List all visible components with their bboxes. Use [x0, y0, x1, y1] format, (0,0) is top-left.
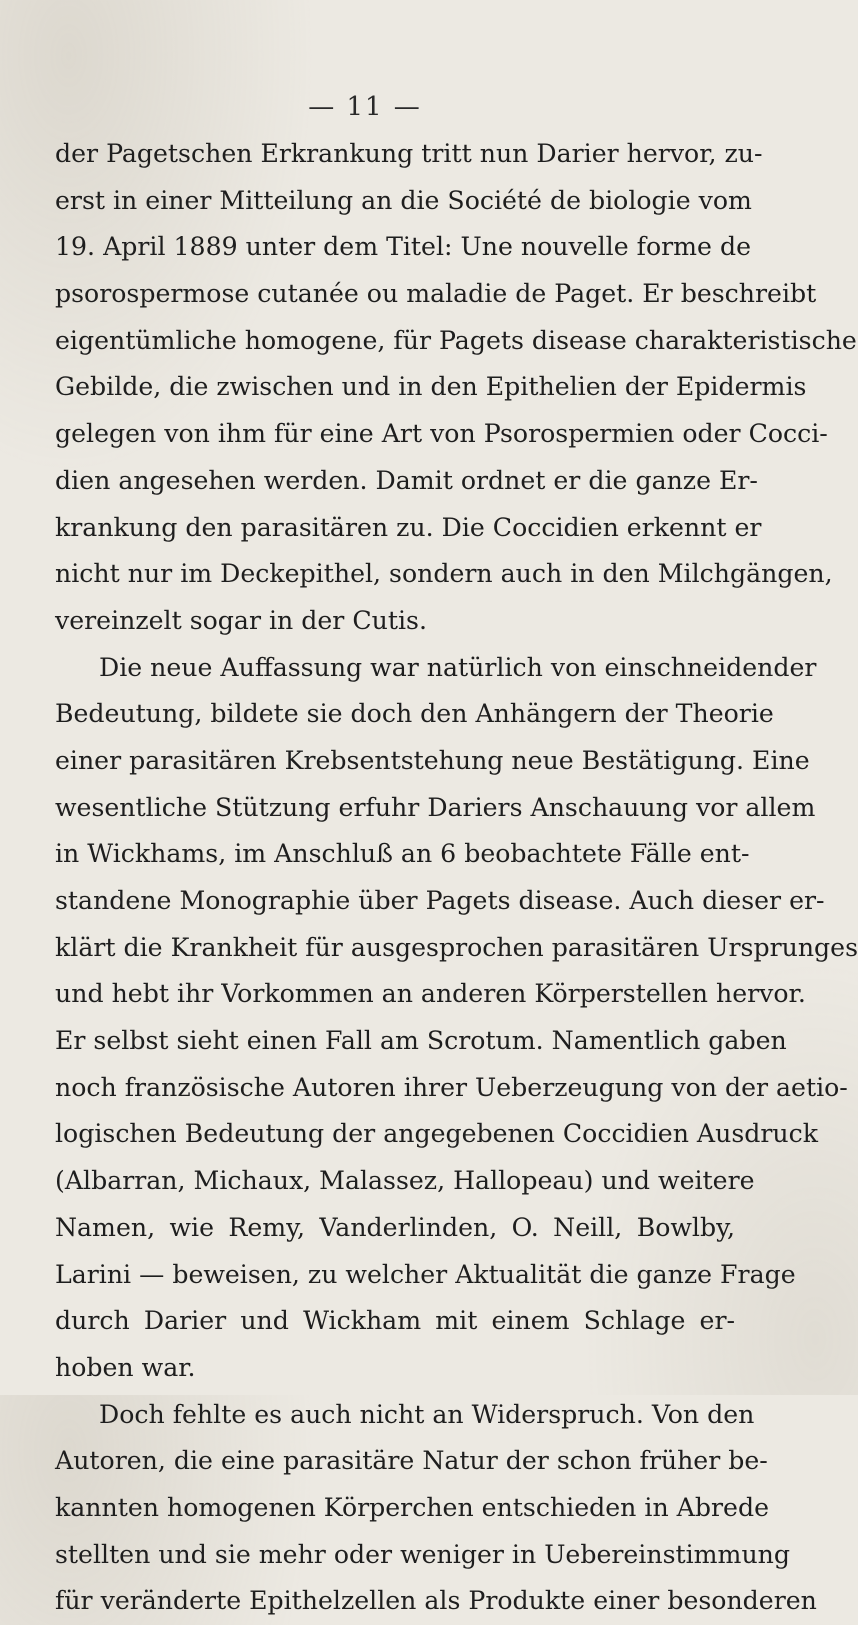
text-line: stellten und sie mehr oder weniger in Uebereinstimmung	[55, 1539, 791, 1569]
text-line: klärt die Krankheit für ausgesprochen parasitären Ursprunges	[55, 932, 858, 962]
text-line: psorospermose cutanée ou maladie de Paget. Er beschreibt	[55, 279, 817, 309]
text-line: 19. April 1889 unter dem Titel: Une nouvelle forme de	[55, 232, 751, 262]
text-line: einer parasitären Krebsentstehung neue Bestätigung. Eine	[55, 745, 810, 775]
text-line: dien angesehen werden. Damit ordnet er die ganze Er-	[55, 465, 758, 495]
text-line: standene Monographie über Pagets disease. Auch dieser er-	[55, 886, 825, 915]
text-line: wesentliche Stützung erfuhr Dariers Anschauung vor allem	[55, 792, 816, 822]
text-line: durch Darier und Wickham mit einem Schlage er-	[55, 1306, 735, 1336]
text-line: Er selbst sieht einen Fall am Scrotum. Namentlich gaben	[55, 1026, 787, 1056]
text-line: Doch fehlte es auch nicht an Widerspruch. Von den	[99, 1399, 755, 1429]
page-number: — 11 —	[308, 92, 422, 122]
text-line: Gebilde, die zwischen und in den Epithelien der Epidermis	[55, 372, 807, 402]
text-line: noch französische Autoren ihrer Ueberzeugung von der aetio-	[55, 1072, 848, 1102]
text-line: logischen Bedeutung der angegebenen Coccidien Ausdruck	[55, 1119, 819, 1149]
text-line: Die neue Auffassung war natürlich von einschneidender	[99, 652, 817, 682]
text-line: Autoren, die eine parasitäre Natur der schon früher be-	[55, 1446, 768, 1476]
text-line: krankung den parasitären zu. Die Coccidien erkennt er	[55, 512, 762, 542]
text-line: gelegen von ihm für eine Art von Psorospermien oder Cocci-	[55, 419, 828, 449]
text-line: vereinzelt sogar in der Cutis.	[55, 605, 427, 635]
body-text	[55, 131, 858, 1625]
text-line: erst in einer Mitteilung an die Société de biologie vom	[55, 185, 752, 215]
text-line: kannten homogenen Körperchen entschieden in Abrede	[55, 1492, 769, 1522]
text-line: nicht nur im Deckepithel, sondern auch in den Milchgängen,	[55, 559, 833, 589]
text-line: Larini — beweisen, zu welcher Aktualität die ganze Frage	[55, 1259, 796, 1289]
text-line: hoben war.	[55, 1352, 196, 1382]
text-line: (Albarran, Michaux, Malassez, Hallopeau) und weitere	[55, 1166, 755, 1196]
text-line: der Pagetschen Erkrankung tritt nun Darier hervor, zu-	[55, 139, 763, 168]
text-line: für veränderte Epithelzellen als Produkte einer besonderen	[55, 1586, 817, 1616]
text-line: in Wickhams, im Anschluß an 6 beobachtete Fälle ent-	[55, 839, 750, 869]
text-line: eigentümliche homogene, für Pagets disease charakteristische	[55, 325, 857, 355]
text-line: Bedeutung, bildete sie doch den Anhängern der Theorie	[55, 699, 774, 729]
text-line: Namen, wie Remy, Vanderlinden, O. Neill, Bowlby,	[55, 1212, 735, 1242]
text-line: und hebt ihr Vorkommen an anderen Körperstellen hervor.	[55, 979, 806, 1009]
